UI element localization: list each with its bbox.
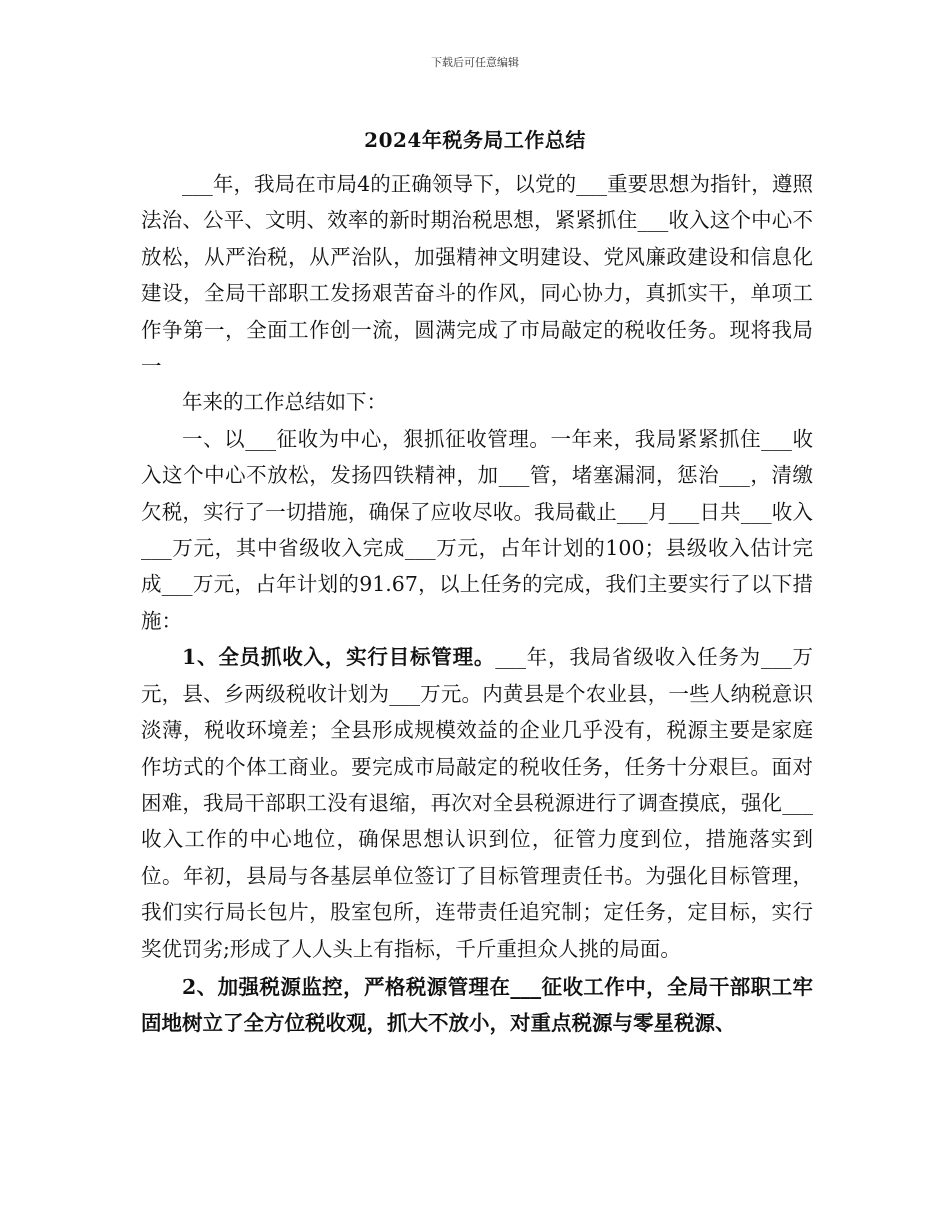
paragraph-measure-one: [141, 639, 813, 967]
paragraph-section-one: 一、以___征收为中心，狠抓征收管理。一年来，我局紧紧抓住___收入这个中心不放松，发扬四铁精神，加___管，堵塞漏洞，惩治___，清缴欠税，实行了一切措施，确保了应收尽收。我局截止___月___日共___收入___万元，其中省级收入完成___万元，占年计划的100；县级收入估计完成___万元，占年计划的91.67，以上任务的完成，我们主要实行了以下措施：: [141, 426, 813, 633]
paragraph-summary-lead: 年来的工作总结如下：: [182, 390, 387, 415]
document-body: [141, 166, 813, 1042]
header-note: 下载后可任意编辑: [431, 56, 519, 69]
document-title: 2024年税务局工作总结: [364, 128, 586, 152]
paragraph-measure-two: 2、加强税源监控，严格税源管理在___征收工作中，全局干部职工牢固地树立了全方位税收观，抓大不放小，对重点税源与零星税源、: [141, 974, 813, 1036]
measure-one-body: ___年，我局省级收入任务为___万元，县、乡两级税收计划为___万元。内黄县是个农业县，一些人纳税意识淡薄，税收环境差；全县形成规模效益的企业几乎没有，税源主要是家庭作坊式的个体工商业。要完成市局敲定的税收任务，任务十分艰巨。面对困难，我局干部职工没有退缩，再次对全县税源进行了调查摸底，强化___收入工作的中心地位，确保思想认识到位，征管力度到位，措施落实到位。年初，县局与各基层单位签订了目标管理责任书。为强化目标管理，我们实行局长包片，股室包所，连带责任追究制；定任务，定目标，实行奖优罚劣;形成了人人头上有指标，千斤重担众人挑的局面。: [141, 645, 814, 961]
paragraph-intro: ___年，我局在市局4的正确领导下，以党的___重要思想为指针，遵照法治、公平、文明、效率的新时期治税思想，紧紧抓住___收入这个中心不放松，从严治税，从严治队，加强精神文明建设、党风廉政建设和信息化建设，全局干部职工发扬艰苦奋斗的作风，同心协力，真抓实干，单项工作争第一，全面工作创一流，圆满完成了市局敲定的税收任务。现将我局一: [141, 172, 813, 379]
measure-one-heading: 1、全员抓收入，实行目标管理。: [182, 645, 496, 670]
